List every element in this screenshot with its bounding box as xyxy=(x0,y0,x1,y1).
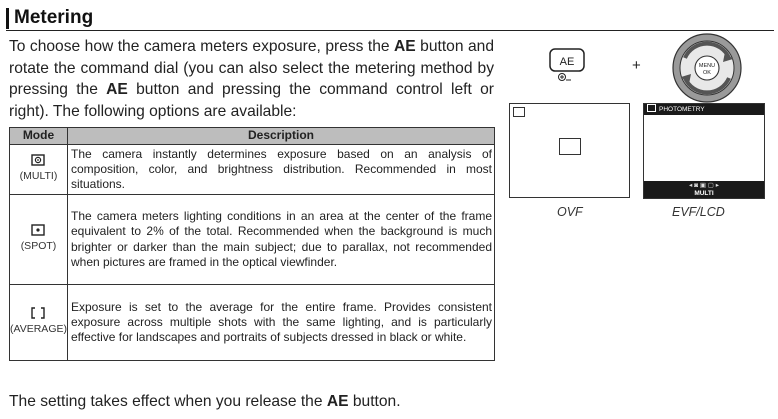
ae-button-illustration xyxy=(544,46,590,86)
description-cell: The camera instantly determines exposure based on an analysis of composition, color, and brightness distribution. Recommended in most situations. xyxy=(67,145,494,195)
multi-metering-icon xyxy=(31,154,45,166)
footer-note: The setting takes effect when you release the AE button. xyxy=(9,393,401,410)
mode-label: (AVERAGE) xyxy=(10,323,67,336)
mode-cell xyxy=(10,195,68,285)
description-cell: The camera meters lighting conditions in an area at the center of the frame equivalent to 2% of the total. Recommended when the background is much brighter or darker than the main subject; due to parallax, not recommended when pictures are framed in the optical viewfinder. xyxy=(67,195,494,285)
ovf-caption: OVF xyxy=(557,205,583,219)
mode-label: (MULTI) xyxy=(19,170,58,183)
description-header: Description xyxy=(67,128,494,145)
ae-button-ref: AE xyxy=(106,81,128,98)
evf-menu-title: PHOTOMETRY xyxy=(659,106,705,113)
mode-header: Mode xyxy=(10,128,68,145)
command-dial-illustration xyxy=(671,32,743,104)
mode-cell xyxy=(10,285,68,361)
metering-options-table xyxy=(9,127,495,361)
mode-label: (SPOT) xyxy=(20,240,57,253)
metering-frame xyxy=(559,138,581,155)
ae-button-ref: AE xyxy=(394,38,416,55)
section-heading xyxy=(6,6,774,31)
table-row xyxy=(10,285,495,361)
dial-label-bottom: OK xyxy=(703,70,711,76)
spot-metering-icon xyxy=(31,224,45,236)
evf-option-bar xyxy=(644,181,764,198)
evf-menu-bar xyxy=(644,104,764,115)
heading-bar xyxy=(6,8,9,29)
average-metering-icon xyxy=(31,307,45,319)
dial-label-top: MENU xyxy=(698,63,716,69)
table-row xyxy=(10,195,495,285)
metering-icon xyxy=(513,107,525,117)
evf-selected-option: MULTI xyxy=(694,190,714,197)
ae-button-ref: AE xyxy=(326,393,349,410)
ae-button-label: AE xyxy=(559,56,575,68)
page-title: Metering xyxy=(14,7,94,28)
description-cell: Exposure is set to the average for the entire frame. Provides consistent exposure across multiple shots with the same lighting, and is particularly effective for landscapes and portraits of subjects dressed in black or white. xyxy=(67,285,494,361)
table-row xyxy=(10,145,495,195)
plus-sign: + xyxy=(632,57,641,74)
evf-option-icons: ◂ ◙ ▣ ▢ ▸ xyxy=(689,182,719,189)
intro-paragraph: To choose how the camera meters exposure, press the AE button and rotate the command dial (you can also select the metering method by pressing the AE button and pressing the command control left or right). The following options are available: xyxy=(9,38,494,120)
ovf-screen xyxy=(509,103,630,198)
evf-screen xyxy=(643,103,765,199)
evf-caption: EVF/LCD xyxy=(672,205,725,219)
metering-icon xyxy=(647,104,656,112)
mode-cell xyxy=(10,145,68,195)
